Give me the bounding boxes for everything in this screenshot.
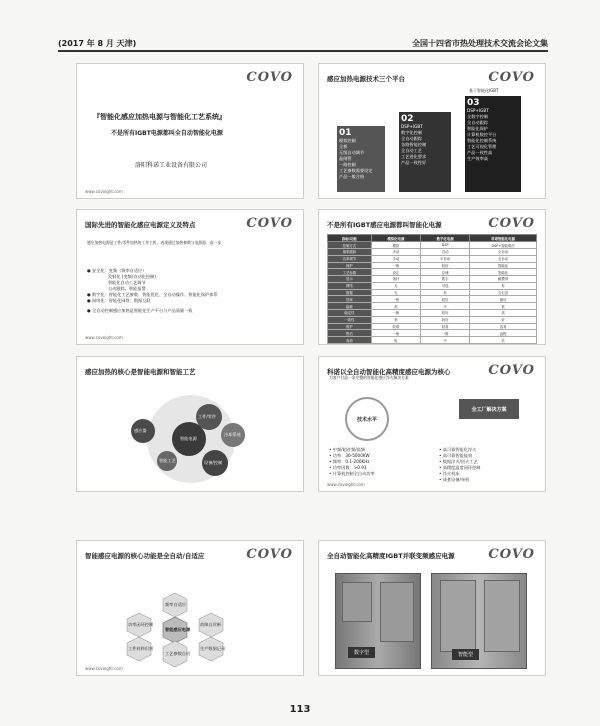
- table-row: [328, 262, 537, 269]
- table-cell: 低: [470, 303, 537, 310]
- slide-1-title: 『智能化感应加热电源与智能化工艺系统』: [93, 113, 226, 121]
- table-row: [328, 248, 537, 255]
- solution-item: • 高精度温度闭环控制: [439, 465, 481, 470]
- slide-4-title: 不是所有IGBT感应电源都叫智能化电源: [327, 221, 442, 229]
- solution-badge: 全工厂解决方案: [459, 399, 519, 419]
- tech-item: • 频率：0.1-200KHz: [329, 459, 370, 464]
- label-process: 智能工艺: [159, 458, 176, 463]
- table-cell: 显示: [328, 276, 372, 283]
- table-header: 数字化电源: [421, 235, 470, 242]
- node-label: 工件材料识别: [128, 646, 154, 651]
- function-diagram: [77, 541, 304, 676]
- slide-8: [318, 540, 546, 676]
- list-item: 自动跟踪、智能报警: [87, 286, 146, 291]
- table-cell: 半自动: [421, 255, 470, 262]
- table-cell: 稳定性: [328, 310, 372, 317]
- cabinet-label-1: 数字型: [348, 647, 375, 658]
- table-cell: 一般: [371, 262, 420, 269]
- slide-4: [318, 209, 546, 345]
- tech-list: [329, 447, 375, 477]
- table-cell: 长: [470, 337, 537, 344]
- table-cell: 手动: [371, 255, 420, 262]
- table-cell: 高: [470, 310, 537, 317]
- cabinet-door: [440, 580, 476, 652]
- slide-3: [76, 209, 304, 345]
- tech-item: • 功率：30-5000KW: [329, 453, 370, 458]
- table-cell: 一般: [371, 330, 420, 337]
- solution-item: • 高可靠智能能效: [439, 453, 473, 458]
- platform-item: 全自动跟踪: [467, 120, 488, 125]
- tech-item: • 功率因数：>0.93: [329, 465, 367, 470]
- slide-2: [318, 63, 546, 199]
- table-cell: 模拟: [371, 242, 420, 249]
- cabinet-photo-2: [431, 573, 527, 669]
- table-cell: 较难: [371, 323, 420, 330]
- table-cell: DSP+智能算法: [470, 242, 537, 249]
- platform-item: 工艺参数需要设定: [339, 168, 373, 173]
- platform-item: 生产效率高: [467, 156, 488, 161]
- slide-2-title: 感应加热电源技术三个平台: [327, 75, 405, 83]
- label-inductor: 感应器: [134, 428, 147, 433]
- slide-3-intro: 感应加热电源是工件/零件加热的工作主机，表现通过加热参数与电源器、高一步: [87, 240, 222, 245]
- table-cell: 较易: [421, 323, 470, 330]
- slide-6-intro: 为客户打造一条完整的智能化感应淬火解决方案: [329, 375, 409, 380]
- table-cell: 一般: [371, 310, 420, 317]
- slide-6: [318, 356, 546, 492]
- table-cell: 频率跟踪: [328, 248, 372, 255]
- slide-1-subtitle: 不是所有IGBT电源都叫全自动智能化电源: [111, 130, 223, 137]
- platform-01: 01 模拟控制 全桥 无级自动调节 晶闸管 一路控制 工艺参数需要设定 产品一般合格: [337, 126, 385, 192]
- table-cell: 触摸屏: [470, 276, 537, 283]
- platform-item: 计算机数控平台: [467, 132, 497, 137]
- comparison-table: [327, 234, 537, 344]
- table-row: [328, 310, 537, 317]
- list-item: 发射化 (变频/自动化控制): [87, 274, 156, 279]
- table-cell: 自动: [421, 248, 470, 255]
- table-cell: 远程: [470, 330, 537, 337]
- platform-item: 晶闸管: [339, 156, 352, 161]
- node-label: 生产数据记录: [200, 646, 226, 651]
- slide-3-title: 国际先进的智能化感应电源定义及特点: [85, 221, 196, 229]
- covo-logo: COVO: [246, 70, 293, 85]
- tech-item: • 中频/超音频/高频: [329, 447, 365, 452]
- table-cell: 较好: [421, 316, 470, 323]
- platform-item: 一路控制: [339, 162, 356, 167]
- table-cell: 无: [371, 289, 420, 296]
- table-cell: 售后: [328, 330, 372, 337]
- label-power: 智能电源: [180, 436, 197, 441]
- slide-url: www.covoight.com: [327, 482, 365, 487]
- tech-item: • 计算机控制全自动功率: [329, 471, 375, 476]
- cabinet-door: [484, 580, 520, 652]
- table-cell: 保护: [328, 262, 372, 269]
- table-cell: 存储: [421, 269, 470, 276]
- table-cell: 控制方式: [328, 242, 372, 249]
- list-item: ● 全自动控制感应加热是智能化生产平台与产品质量一致: [87, 308, 193, 313]
- slide-3-list: [87, 268, 218, 314]
- table-cell: 效率: [328, 296, 372, 303]
- table-cell: 差: [371, 316, 420, 323]
- table-cell: 最好: [470, 296, 537, 303]
- slide-1-company: 洛阳科诺工业设备有限公司: [135, 162, 208, 169]
- table-row: [328, 323, 537, 330]
- table-cell: 可选: [421, 282, 470, 289]
- table-cell: 高: [371, 303, 420, 310]
- label-control: 设备/控制: [204, 460, 223, 465]
- table-cell: 功率调节: [328, 255, 372, 262]
- platform-item: DSP+IGBT: [467, 108, 489, 113]
- slide-8-title: 全自动智能化高精度IGBT并联变频感应电源: [327, 552, 455, 560]
- solution-item: • 淬火机床: [439, 471, 460, 476]
- covo-logo: COVO: [488, 547, 535, 562]
- table-cell: 短: [371, 337, 420, 344]
- cabinet-photo-1: [335, 573, 421, 669]
- platform-item: 全数字控制: [467, 114, 488, 119]
- platform-03: 03 DSP+IGBT 全数字控制 全自动跟踪 智能化保护 计算机数控平台 智能化控制系统 工艺可视化管理 产品一致性高 生产效率高: [465, 96, 521, 192]
- platform-02: 02 DSP+IGBT 数字化控制 全自动跟踪 各路智能控制 全自动工艺 工艺进化要求 产品一致性好: [399, 112, 451, 192]
- platform-item: 各路智能控制: [401, 142, 427, 147]
- covo-logo: COVO: [246, 547, 293, 562]
- tech-level-badge: 技术水平: [345, 397, 389, 441]
- table-cell: 中: [421, 303, 470, 310]
- table-cell: 智能化: [470, 262, 537, 269]
- table-row: [328, 269, 537, 276]
- slide-5: [76, 356, 304, 492]
- platform-item: 工艺进化要求: [401, 154, 427, 159]
- platform-item: 模拟控制: [339, 138, 356, 143]
- list-item: ● 数字化：智能化工艺参数、智能优化、全自动操作、智能化保护体系: [87, 292, 218, 297]
- list-item: 智能化自动工艺调节: [87, 280, 146, 285]
- table-cell: 数字: [421, 276, 470, 283]
- table-header: 科诺智能化电源: [470, 235, 537, 242]
- table-row: [328, 255, 537, 262]
- solution-list: [439, 447, 481, 483]
- platform-item: 全自动工艺: [401, 148, 422, 153]
- covo-logo: COVO: [488, 70, 535, 85]
- slide-5-title: 感应加热的核心是智能电源和智能工艺: [85, 368, 196, 376]
- table-row: [328, 330, 537, 337]
- table-cell: 寿命: [328, 337, 372, 344]
- table-row: [328, 303, 537, 310]
- solution-item: • 高可靠智能化淬火: [439, 447, 477, 452]
- table-cell: 全自动: [470, 248, 537, 255]
- table-cell: 好: [470, 316, 537, 323]
- list-item: ● 网络化：智能化网络，数据互联: [87, 298, 151, 303]
- platform-item: 数字化控制: [401, 130, 422, 135]
- node-label: 频率自适应: [165, 602, 186, 607]
- table-header: 模拟化电源: [371, 235, 420, 242]
- table-cell: 一般: [371, 296, 420, 303]
- table-cell: 工艺参数: [328, 269, 372, 276]
- table-row: [328, 242, 537, 249]
- page-header: [58, 36, 548, 52]
- node-label: 故障自诊断: [200, 622, 221, 627]
- slide-url: www.covoight.com: [85, 189, 123, 194]
- table-cell: 有: [421, 289, 470, 296]
- header-right: 全国十四省市热处理技术交流会论文集: [412, 39, 548, 48]
- platform-item: 全自动跟踪: [401, 136, 422, 141]
- table-cell: 全记录: [470, 289, 537, 296]
- label-cooling: 冷却系统: [224, 432, 241, 437]
- slide-url: www.covoight.com: [85, 335, 123, 340]
- table-cell: 一致性: [328, 316, 372, 323]
- header-left: (2017 年 8 月 天津): [58, 39, 137, 48]
- table-cell: 较好: [421, 296, 470, 303]
- list-item: ● 安全化：变频（频率自适应）: [87, 268, 147, 273]
- table-cell: 智能化: [470, 269, 537, 276]
- table-cell: 能耗: [328, 303, 372, 310]
- table-row: [328, 337, 537, 344]
- slide-1: [76, 63, 304, 199]
- platform-item: DSP+IGBT: [401, 124, 423, 129]
- table-cell: 网络: [328, 282, 372, 289]
- table-cell: 维护: [328, 323, 372, 330]
- platform-item: 产品一致性高: [467, 150, 493, 155]
- table-cell: 一般: [421, 330, 470, 337]
- table-cell: DSP: [421, 242, 470, 249]
- table-header: 指标/功能: [328, 235, 372, 242]
- table-cell: 全自动: [470, 255, 537, 262]
- slide-2-small: 基于智能化IGBT: [469, 88, 499, 93]
- platform-item: 产品一般合格: [339, 174, 365, 179]
- covo-logo: COVO: [488, 216, 535, 231]
- table-row: [328, 276, 537, 283]
- center-label: 智能感应电源: [165, 627, 191, 632]
- node-label: 工艺参数自动: [165, 651, 191, 656]
- core-diagram: [77, 357, 304, 492]
- table-cell: 容易: [470, 323, 537, 330]
- slide-7-title: 智能感应电源的核心功能是全自动/自适应: [85, 552, 205, 560]
- platform-item: 全桥: [339, 144, 348, 149]
- table-cell: 有: [470, 282, 537, 289]
- covo-logo: COVO: [246, 216, 293, 231]
- covo-logo: COVO: [488, 363, 535, 378]
- solution-item: • 数据淬火/回火工艺: [439, 459, 478, 464]
- table-row: [328, 282, 537, 289]
- slide-7: [76, 540, 304, 676]
- table-cell: 无: [371, 282, 420, 289]
- slide-url: www.covoight.com: [85, 666, 123, 671]
- table-header-row: [328, 235, 537, 242]
- solution-item: • 成套设备/单机: [439, 477, 470, 482]
- table-cell: 设定: [371, 269, 420, 276]
- table-row: [328, 316, 537, 323]
- cabinet-label-2: 智能型: [452, 649, 479, 660]
- table-cell: 手动: [371, 248, 420, 255]
- platform-item: 产品一致性好: [401, 160, 427, 165]
- table-cell: 指针: [371, 276, 420, 283]
- node-label: 功率闭环控制: [128, 622, 154, 627]
- page-number: 113: [289, 704, 311, 715]
- platform-item: 智能化保护: [467, 126, 488, 131]
- table-row: [328, 296, 537, 303]
- cabinet-door: [380, 582, 414, 642]
- table-row: [328, 289, 537, 296]
- platform-item: 智能化控制系统: [467, 138, 497, 143]
- table-cell: 数据: [328, 289, 372, 296]
- label-workpiece: 工件/零件: [198, 414, 217, 419]
- cabinet-door: [342, 582, 372, 622]
- platform-item: 工艺可视化管理: [467, 144, 497, 149]
- table-cell: 中: [421, 337, 470, 344]
- table-cell: 较好: [421, 310, 470, 317]
- slide-6-title: 科诺以全自动智能化高精度感应电源为核心: [327, 368, 451, 376]
- table-cell: 较好: [421, 262, 470, 269]
- platform-item: 无级自动调节: [339, 150, 365, 155]
